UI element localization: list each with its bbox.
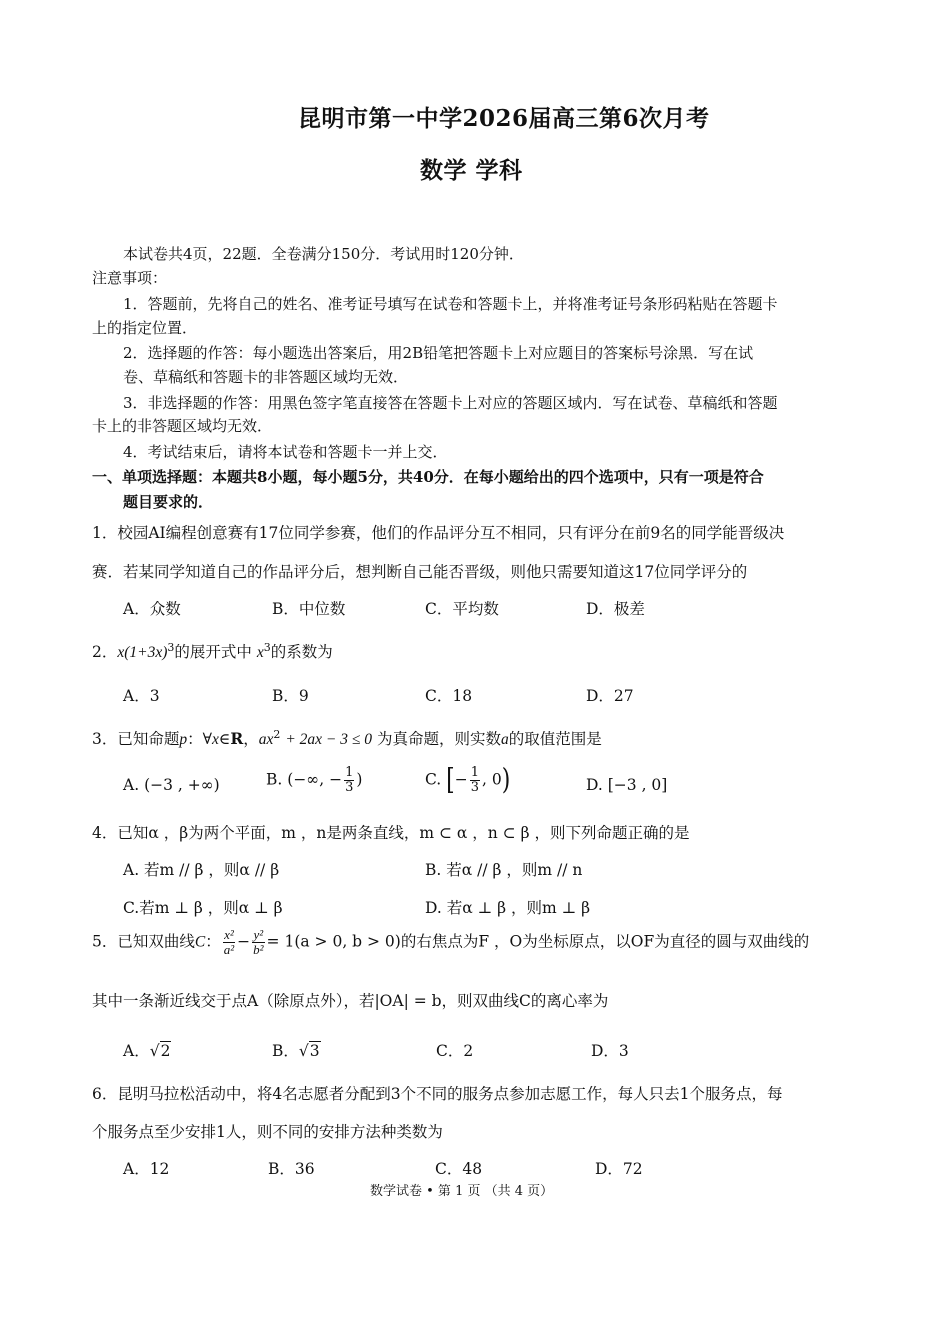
q1-line-b: 赛．若某同学知道自己的作品评分后，想判断自己能否晋级，则他只需要知道这17位同学评分的 — [92, 563, 748, 581]
notice-4: 4．考试结束后，请将本试卷和答题卡一并上交． — [123, 443, 448, 461]
notice-1b: 上的指定位置． — [92, 319, 198, 337]
q3-option-c-post: , 0 — [482, 770, 502, 789]
q5-option-c: C．2 — [436, 1042, 474, 1060]
q6-option-d: D．72 — [595, 1160, 643, 1178]
q1-option-b: B．中位数 — [272, 600, 346, 618]
q3-option-b-fraction — [344, 766, 354, 795]
q3-option-b-den: 3 — [345, 780, 354, 795]
q3-square: 2 — [273, 727, 281, 741]
q5-stem — [92, 928, 809, 957]
q2-option-c: C．18 — [425, 687, 473, 705]
q2-x: x — [256, 644, 264, 661]
q4-option-c: C.若m ⊥ β ，则α ⊥ β — [123, 899, 283, 917]
subject-title: 数学 学科 — [420, 157, 523, 184]
q3-inequality-rest: + 2ax − 3 ≤ 0 — [285, 731, 373, 748]
q6-option-a: A．12 — [123, 1160, 170, 1178]
q3-R: R — [230, 729, 244, 748]
section-heading-a: 一、单项选择题：本题共8小题，每小题5分，共40分．在每小题给出的四个选项中，只有一项是符合 — [92, 468, 764, 486]
q3-option-c-fraction — [470, 766, 480, 795]
q3-option-a-value: (−3 , +∞) — [144, 776, 220, 794]
q3-option-b-pre: (−∞, − — [287, 770, 343, 789]
q3-ax: ax — [258, 731, 274, 748]
q2-mid-text: 的展开式中 — [174, 643, 252, 661]
notice-3a: 3．非选择题的作答：用黑色签字笔直接答在答题卡上对应的答题区域内．写在试卷、草稿纸和答题 — [123, 394, 778, 412]
q6-line-a: 6．昆明马拉松活动中，将4名志愿者分配到3个不同的服务点参加志愿工作，每人只去1个服务点，每 — [92, 1085, 783, 1103]
q5-x2: x² — [224, 927, 234, 942]
q5-line-b: 其中一条渐近线交于点A（除原点外），若|OA| = b，则双曲线C的离心率为 — [92, 992, 609, 1010]
q3-option-d-label: D. — [586, 776, 603, 794]
q3-option-c-pre: − — [454, 770, 468, 789]
q5-tail: 的右焦点为F ，O为坐标原点，以OF为直径的圆与双曲线的 — [400, 932, 810, 951]
q3-option-a — [123, 776, 220, 794]
q3-option-b-label: B. — [266, 770, 283, 789]
q1-line-a: 1．校园AI编程创意赛有17位同学参赛，他们的作品评分互不相同，只有评分在前9名的同学能晋级决 — [92, 524, 785, 542]
page-footer: 数学试卷 • 第 1 页 （共 4 页） — [370, 1184, 554, 1199]
q5-option-a-label: A． — [123, 1042, 150, 1060]
q5-colon: ： — [205, 932, 221, 951]
q3-option-d-value: [−3 , 0] — [607, 776, 668, 794]
q3-colon: ：∀ — [187, 730, 212, 748]
q5-option-b — [272, 1039, 321, 1061]
q5-option-d: D．3 — [591, 1042, 629, 1060]
q3-tail-text-2: 的取值范围是 — [508, 730, 602, 748]
q5-pre: 5．已知双曲线 — [92, 932, 195, 951]
notice-3b: 卡上的非答题区域均无效． — [92, 417, 273, 435]
q3-option-c-den: 3 — [470, 780, 480, 795]
q3-option-c-left-bracket: [ — [446, 764, 455, 797]
q2-tail-text: 的系数为 — [270, 643, 333, 661]
q3-option-a-label: A. — [123, 776, 140, 794]
q5-C: C — [194, 933, 206, 951]
q2-option-a: A．3 — [123, 687, 160, 705]
q1-option-c: C．平均数 — [425, 600, 499, 618]
q2-stem — [92, 640, 333, 662]
q3-option-c — [425, 766, 510, 795]
q3-option-b — [266, 766, 362, 795]
q6-option-c: C．48 — [435, 1160, 483, 1178]
q3-option-d — [586, 776, 667, 794]
q3-option-b-num: 1 — [345, 765, 354, 780]
notice-1a: 1．答题前，先将自己的姓名、准考证号填写在试卷和答题卡上，并将准考证号条形码粘贴在答题卡 — [123, 295, 778, 313]
q3-option-c-right-paren: ) — [501, 764, 511, 797]
q3-tail-text: 为真命题，则实数 — [376, 730, 501, 748]
q3-x: x — [211, 731, 219, 748]
q3-a: a — [500, 731, 509, 748]
q5-option-b-radicand: 3 — [309, 1042, 320, 1060]
q5-option-a-radicand: 2 — [160, 1042, 171, 1060]
notice-label: 注意事项： — [92, 269, 168, 287]
q5-equation: = 1(a > 0, b > 0) — [266, 932, 401, 951]
q2-option-d: D．27 — [586, 687, 634, 705]
q3-stem — [92, 727, 602, 749]
q5-minus: − — [237, 932, 251, 951]
q2-exponent: 3 — [167, 640, 175, 654]
q2-expression: x(1+3x) — [117, 644, 168, 661]
q5-b2: b² — [253, 942, 264, 957]
q3-number: 3．已知命题 — [92, 730, 180, 748]
q3-option-c-num: 1 — [470, 765, 480, 780]
q6-line-b: 个服务点至少安排1人，则不同的安排方法种类数为 — [92, 1123, 443, 1141]
q1-option-a: A．众数 — [123, 600, 181, 618]
q2-option-b: B．9 — [272, 687, 309, 705]
q2-exponent-2: 3 — [263, 640, 271, 654]
q2-number: 2． — [92, 643, 118, 661]
intro-text: 本试卷共4页，22题．全卷满分150分．考试用时120分钟． — [123, 245, 524, 263]
exam-title: 昆明市第一中学2026届高三第6次月考 — [298, 105, 710, 132]
q3-option-c-label: C. — [425, 770, 442, 789]
q3-option-b-post: ) — [356, 770, 363, 789]
q4-stem: 4．已知α ，β为两个平面，m ，n是两条直线，m ⊂ α ，n ⊂ β ，则下列命题正确的是 — [92, 824, 690, 842]
notice-2b: 卷、草稿纸和答题卡的非答题区域均无效． — [123, 368, 409, 386]
q3-in: ∈ — [218, 730, 231, 748]
q5-y2: y² — [253, 927, 264, 942]
notice-2a: 2．选择题的作答：每小题选出答案后，用2B铅笔把答题卡上对应题目的答案标号涂黑．写在试 — [123, 344, 754, 362]
q5-option-a-sqrt: √2 — [149, 1042, 171, 1060]
q5-a2: a² — [223, 942, 235, 957]
q1-option-d: D．极差 — [586, 600, 645, 618]
q4-option-b: B. 若α // β ，则m // n — [425, 861, 583, 879]
section-heading-b: 题目要求的． — [123, 493, 214, 511]
q3-comma: ， — [243, 730, 259, 748]
q6-option-b: B．36 — [268, 1160, 315, 1178]
q5-option-a — [123, 1039, 171, 1061]
q5-fraction-x — [223, 928, 235, 957]
q5-option-b-label: B． — [272, 1042, 299, 1060]
q5-fraction-y — [252, 928, 264, 957]
q3-p: p — [179, 731, 188, 748]
q4-option-d: D. 若α ⊥ β ，则m ⊥ β — [425, 899, 591, 917]
q4-option-a: A. 若m // β ，则α // β — [123, 861, 280, 879]
q5-option-b-sqrt: √3 — [298, 1042, 320, 1060]
